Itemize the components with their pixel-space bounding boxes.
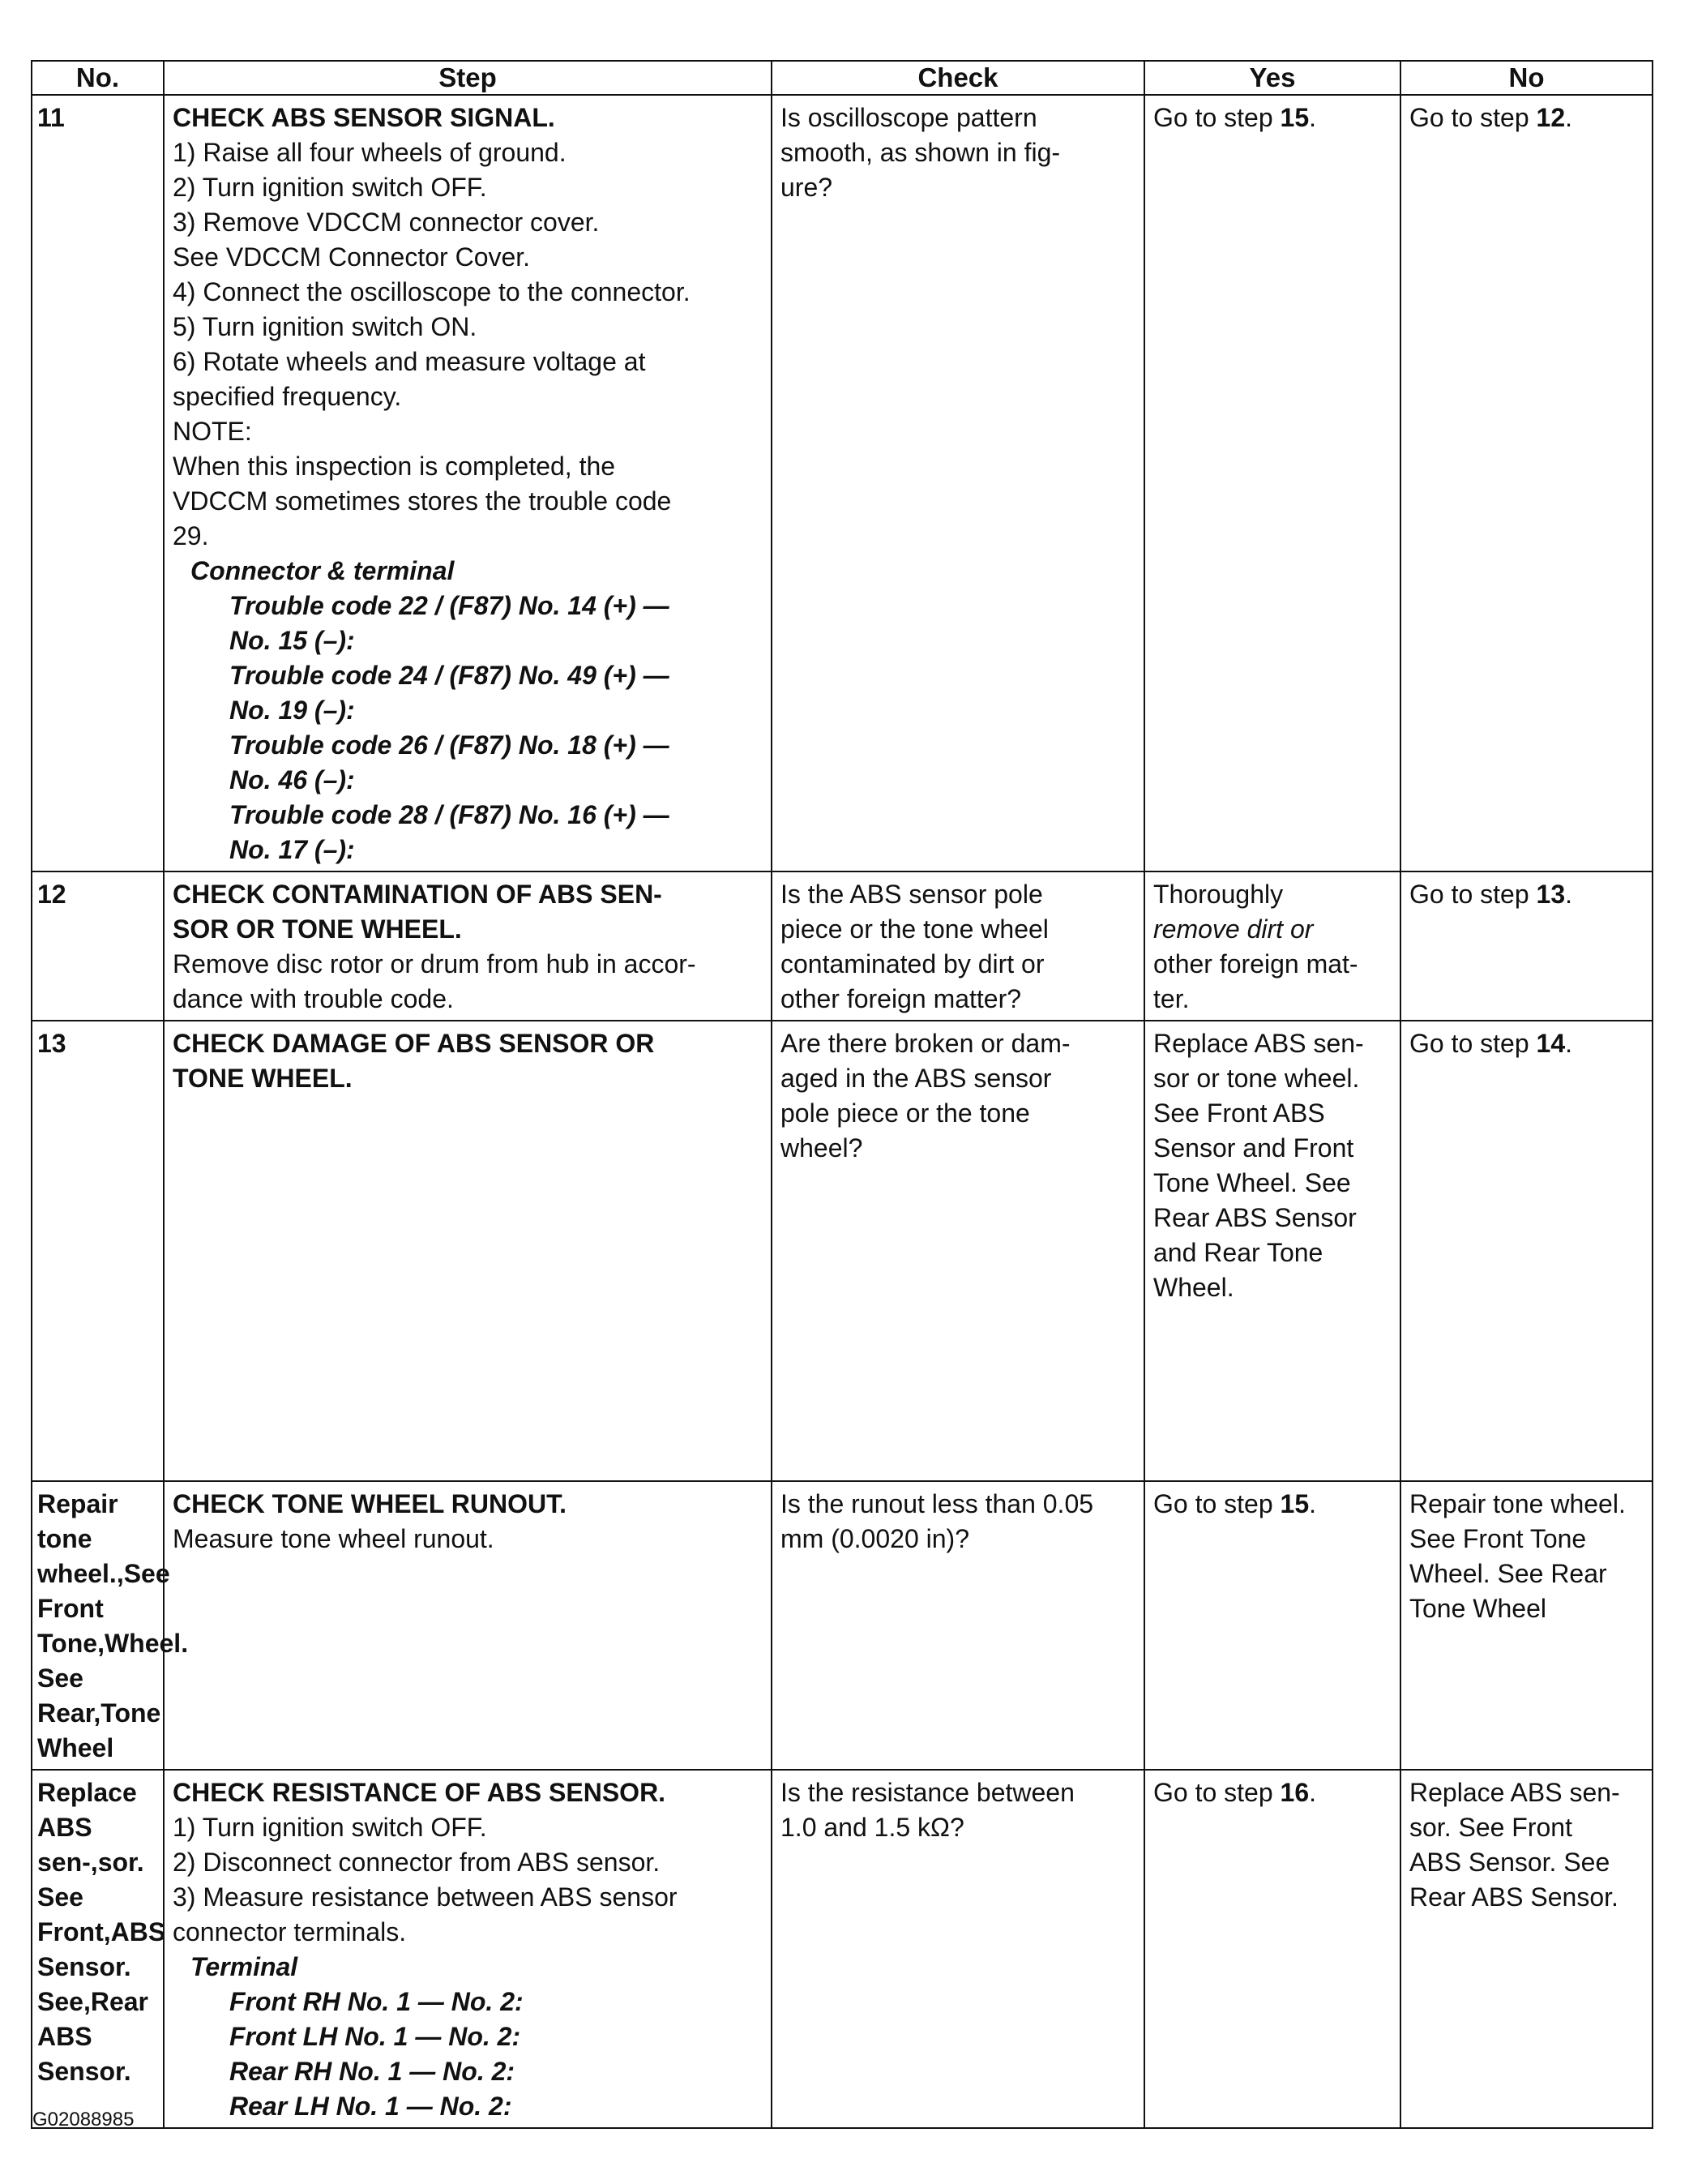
step-line: 4) Connect the oscilloscope to the connector. [173, 277, 691, 306]
step-line: 2) Turn ignition switch OFF. [173, 173, 487, 202]
no-text: Go to step [1409, 880, 1537, 909]
header-yes: Yes [1144, 61, 1400, 95]
terminal-spec: Trouble code 28 / (F87) No. 16 (+) — [229, 800, 669, 829]
yes-text-end: . [1309, 1778, 1317, 1807]
yes-cell [1144, 1481, 1400, 1770]
yes-line: ter. [1153, 984, 1190, 1013]
terminal-spec: No. 17 (–): [229, 835, 355, 864]
terminal-spec: Trouble code 22 / (F87) No. 14 (+) — [229, 591, 669, 620]
yes-line: Tone Wheel. See [1153, 1168, 1351, 1197]
note-label: NOTE: [173, 417, 252, 446]
check-line: contaminated by dirt or [780, 949, 1045, 979]
yes-line: and Rear Tone [1153, 1238, 1323, 1267]
no-text-end: . [1565, 1029, 1573, 1058]
no-text: Go to step [1409, 103, 1537, 132]
no-line: See Front Tone [1409, 1524, 1587, 1553]
check-line: pole piece or the tone [780, 1098, 1030, 1128]
header-step: Step [164, 61, 772, 95]
check-line: Is the ABS sensor pole [780, 880, 1043, 909]
step-cell [164, 1770, 772, 2128]
connector-terminal-heading: Connector & terminal [190, 556, 455, 585]
no-line: Repair tone wheel. [1409, 1489, 1626, 1518]
yes-cell [1144, 871, 1400, 1021]
terminal-spec: Trouble code 26 / (F87) No. 18 (+) — [229, 730, 669, 760]
yes-cell [1144, 1021, 1400, 1481]
check-line: wheel? [780, 1133, 863, 1163]
table-row [32, 1481, 1653, 1770]
header-no-column: No [1400, 61, 1653, 95]
step-cell [164, 871, 772, 1021]
no-cell [1400, 1481, 1653, 1770]
yes-cell [1144, 95, 1400, 871]
step-cell [164, 1021, 772, 1481]
yes-step-ref: 15 [1280, 103, 1310, 132]
table-row [32, 871, 1653, 1021]
check-cell [772, 1481, 1144, 1770]
check-line: mm (0.0020 in)? [780, 1524, 969, 1553]
check-line: aged in the ABS sensor [780, 1064, 1052, 1093]
note-line: When this inspection is completed, the [173, 452, 616, 481]
check-line: piece or the tone wheel [780, 914, 1049, 944]
check-line: Are there broken or dam- [780, 1029, 1071, 1058]
no-text-end: . [1565, 103, 1573, 132]
terminal-spec: Front RH No. 1 — No. 2: [229, 1987, 524, 2016]
note-line: VDCCM sometimes stores the trouble code [173, 486, 672, 516]
no-step-ref: 14 [1536, 1029, 1566, 1058]
step-line: Remove disc rotor or drum from hub in accor- [173, 949, 696, 979]
yes-text-end: . [1309, 1489, 1317, 1518]
step-number: Repair tone wheel.,See Front Tone,Wheel. See Rear,Tone Wheel [32, 1481, 164, 1770]
terminal-spec: Front LH No. 1 — No. 2: [229, 2022, 521, 2051]
step-line: 1) Raise all four wheels of ground. [173, 138, 567, 167]
check-cell [772, 1770, 1144, 2128]
table-row [32, 1021, 1653, 1481]
step-line: 5) Turn ignition switch ON. [173, 312, 477, 341]
header-check: Check [772, 61, 1144, 95]
no-text-end: . [1565, 880, 1573, 909]
yes-line: Sensor and Front [1153, 1133, 1354, 1163]
step-line: 1) Turn ignition switch OFF. [173, 1813, 487, 1842]
step-line: connector terminals. [173, 1917, 407, 1946]
step-title: CHECK CONTAMINATION OF ABS SEN- [173, 880, 662, 909]
terminal-spec: No. 15 (–): [229, 626, 355, 655]
step-title: SOR OR TONE WHEEL. [173, 914, 462, 944]
no-line: Tone Wheel [1409, 1594, 1546, 1623]
yes-step-ref: 15 [1280, 1489, 1310, 1518]
yes-line: Wheel. [1153, 1273, 1234, 1302]
table-row [32, 1770, 1653, 2128]
yes-line: See Front ABS [1153, 1098, 1325, 1128]
no-text: Go to step [1409, 1029, 1537, 1058]
step-number: 11 [32, 95, 164, 871]
yes-line: other foreign mat- [1153, 949, 1358, 979]
figure-id: G02088985 [32, 2109, 135, 2130]
step-number: Replace ABS sen-,sor. See Front,ABS Sensor. See,Rear ABS Sensor. [32, 1770, 164, 2128]
check-line: other foreign matter? [780, 984, 1022, 1013]
no-step-ref: 12 [1536, 103, 1566, 132]
check-line: Is the resistance between [780, 1778, 1075, 1807]
yes-text-end: . [1309, 103, 1317, 132]
header-no: No. [32, 61, 164, 95]
no-cell [1400, 871, 1653, 1021]
terminal-spec: Trouble code 24 / (F87) No. 49 (+) — [229, 661, 669, 690]
no-line: ABS Sensor. See [1409, 1848, 1610, 1877]
note-line: 29. [173, 521, 209, 550]
no-cell [1400, 1770, 1653, 2128]
step-cell [164, 95, 772, 871]
check-cell [772, 1021, 1144, 1481]
step-number: 13 [32, 1021, 164, 1481]
step-title: CHECK DAMAGE OF ABS SENSOR OR [173, 1029, 655, 1058]
step-title: CHECK ABS SENSOR SIGNAL. [173, 103, 555, 132]
step-title: TONE WHEEL. [173, 1064, 353, 1093]
terminal-spec: Rear RH No. 1 — No. 2: [229, 2057, 515, 2086]
check-cell [772, 871, 1144, 1021]
yes-line: Thoroughly [1153, 880, 1284, 909]
no-step-ref: 13 [1536, 880, 1566, 909]
no-line: Wheel. See Rear [1409, 1559, 1607, 1588]
check-line: Is oscilloscope pattern [780, 103, 1037, 132]
terminal-spec: Rear LH No. 1 — No. 2: [229, 2092, 512, 2121]
step-line: dance with trouble code. [173, 984, 454, 1013]
step-line: specified frequency. [173, 382, 402, 411]
step-line: See VDCCM Connector Cover. [173, 242, 531, 272]
no-cell [1400, 1021, 1653, 1481]
step-cell [164, 1481, 772, 1770]
check-line: smooth, as shown in fig- [780, 138, 1061, 167]
yes-line: Replace ABS sen- [1153, 1029, 1364, 1058]
no-line: Rear ABS Sensor. [1409, 1882, 1618, 1912]
no-line: sor. See Front [1409, 1813, 1572, 1842]
step-number: 12 [32, 871, 164, 1021]
yes-text: Go to step [1153, 103, 1281, 132]
step-line: 2) Disconnect connector from ABS sensor. [173, 1848, 661, 1877]
terminal-spec: No. 19 (–): [229, 696, 355, 725]
step-title: CHECK TONE WHEEL RUNOUT. [173, 1489, 567, 1518]
yes-text: Go to step [1153, 1489, 1281, 1518]
step-line: 3) Measure resistance between ABS sensor [173, 1882, 678, 1912]
table-header-row [32, 61, 1653, 95]
no-cell [1400, 95, 1653, 871]
step-title: CHECK RESISTANCE OF ABS SENSOR. [173, 1778, 666, 1807]
yes-step-ref: 16 [1280, 1778, 1310, 1807]
step-line: 3) Remove VDCCM connector cover. [173, 208, 600, 237]
check-cell [772, 95, 1144, 871]
terminal-spec: No. 46 (–): [229, 765, 355, 794]
step-line: 6) Rotate wheels and measure voltage at [173, 347, 646, 376]
yes-line: Rear ABS Sensor [1153, 1203, 1357, 1232]
table-row [32, 95, 1653, 871]
yes-line: sor or tone wheel. [1153, 1064, 1360, 1093]
check-line: ure? [780, 173, 833, 202]
diagnostic-table [31, 60, 1653, 2129]
yes-cell [1144, 1770, 1400, 2128]
terminal-heading: Terminal [190, 1952, 298, 1981]
step-line: Measure tone wheel runout. [173, 1524, 494, 1553]
check-line: Is the runout less than 0.05 [780, 1489, 1094, 1518]
check-line: 1.0 and 1.5 kΩ? [780, 1813, 964, 1842]
yes-text: Go to step [1153, 1778, 1281, 1807]
no-line: Replace ABS sen- [1409, 1778, 1620, 1807]
yes-line: remove dirt or [1153, 914, 1314, 944]
